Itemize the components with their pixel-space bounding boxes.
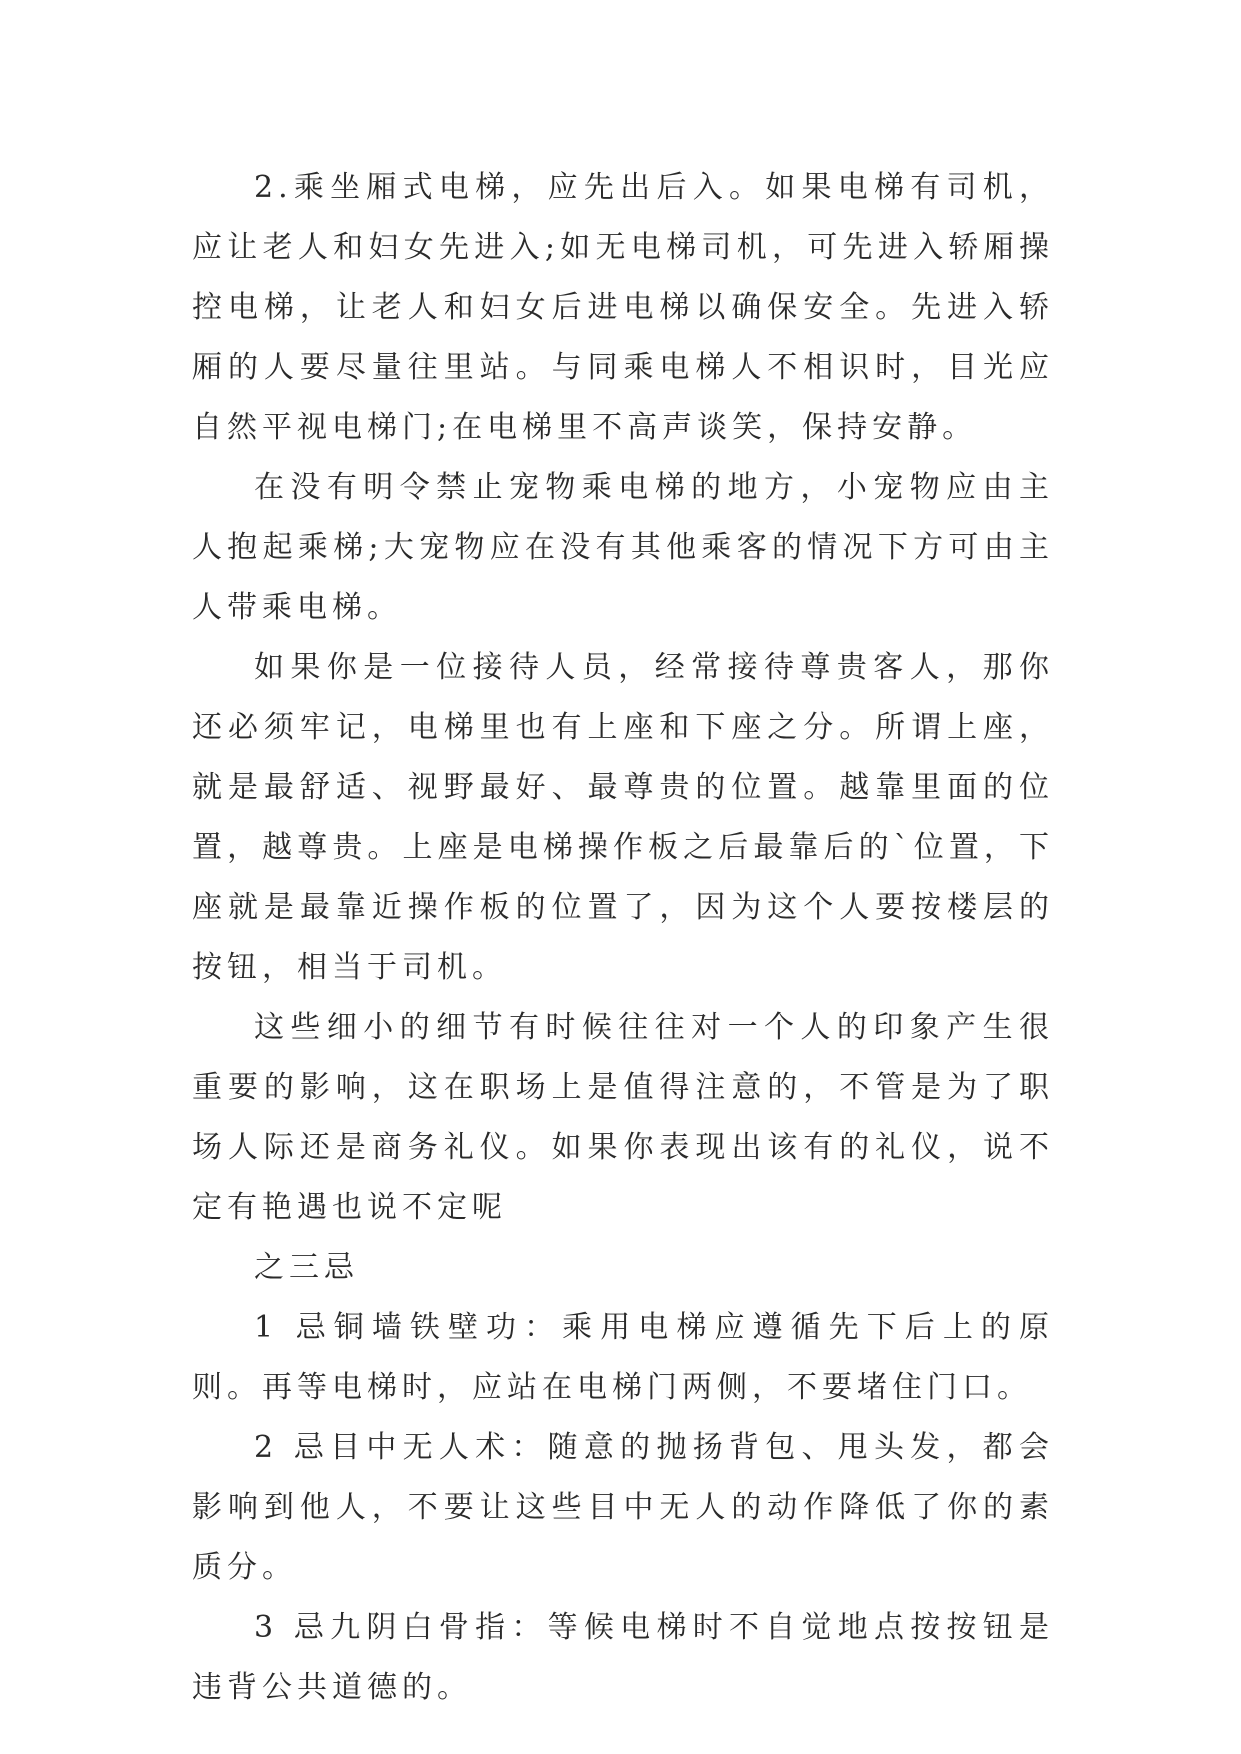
paragraph-elevator-boxed: 2.乘坐厢式电梯，应先出后入。如果电梯有司机，应让老人和妇女先进入;如无电梯司机，可先进入轿厢操控电梯，让老人和妇女后进电梯以确保安全。先进入轿厢的人要尽量往里站。与同乘电梯人不相识时，目光应自然平视电梯门;在电梯里不高声谈笑，保持安静。	[192, 170, 1054, 445]
paragraph-seating: 如果你是一位接待人员，经常接待尊贵客人，那你还必须牢记，电梯里也有上座和下座之分。所谓上座，就是最舒适、视野最好、最尊贵的位置。越靠里面的位置，越尊贵。上座是电梯操作板之后最靠后的`位置，下座就是最靠近操作板的位置了，因为这个人要按楼层的按钮，相当于司机。	[192, 650, 1054, 985]
section-heading-three-taboos: 之三忌	[254, 1250, 359, 1285]
paragraph-pets: 在没有明令禁止宠物乘电梯的地方，小宠物应由主人抱起乘梯;大宠物应在没有其他乘客的情况下方可由主人带乘电梯。	[192, 470, 1054, 625]
document-body	[192, 158, 1054, 1718]
paragraph-details: 这些细小的细节有时候往往对一个人的印象产生很重要的影响，这在职场上是值得注意的，不管是为了职场人际还是商务礼仪。如果你表现出该有的礼仪，说不定有艳遇也说不定呢	[192, 1010, 1054, 1225]
paragraph-taboo-2: 2 忌目中无人术：随意的抛扬背包、甩头发，都会影响到他人，不要让这些目中无人的动作降低了你的素质分。	[192, 1430, 1054, 1585]
paragraph-taboo-3: 3 忌九阴白骨指：等候电梯时不自觉地点按按钮是违背公共道德的。	[192, 1610, 1054, 1705]
paragraph-taboo-1: 1 忌铜墙铁壁功：乘用电梯应遵循先下后上的原则。再等电梯时，应站在电梯门两侧，不要堵住门口。	[192, 1310, 1054, 1405]
